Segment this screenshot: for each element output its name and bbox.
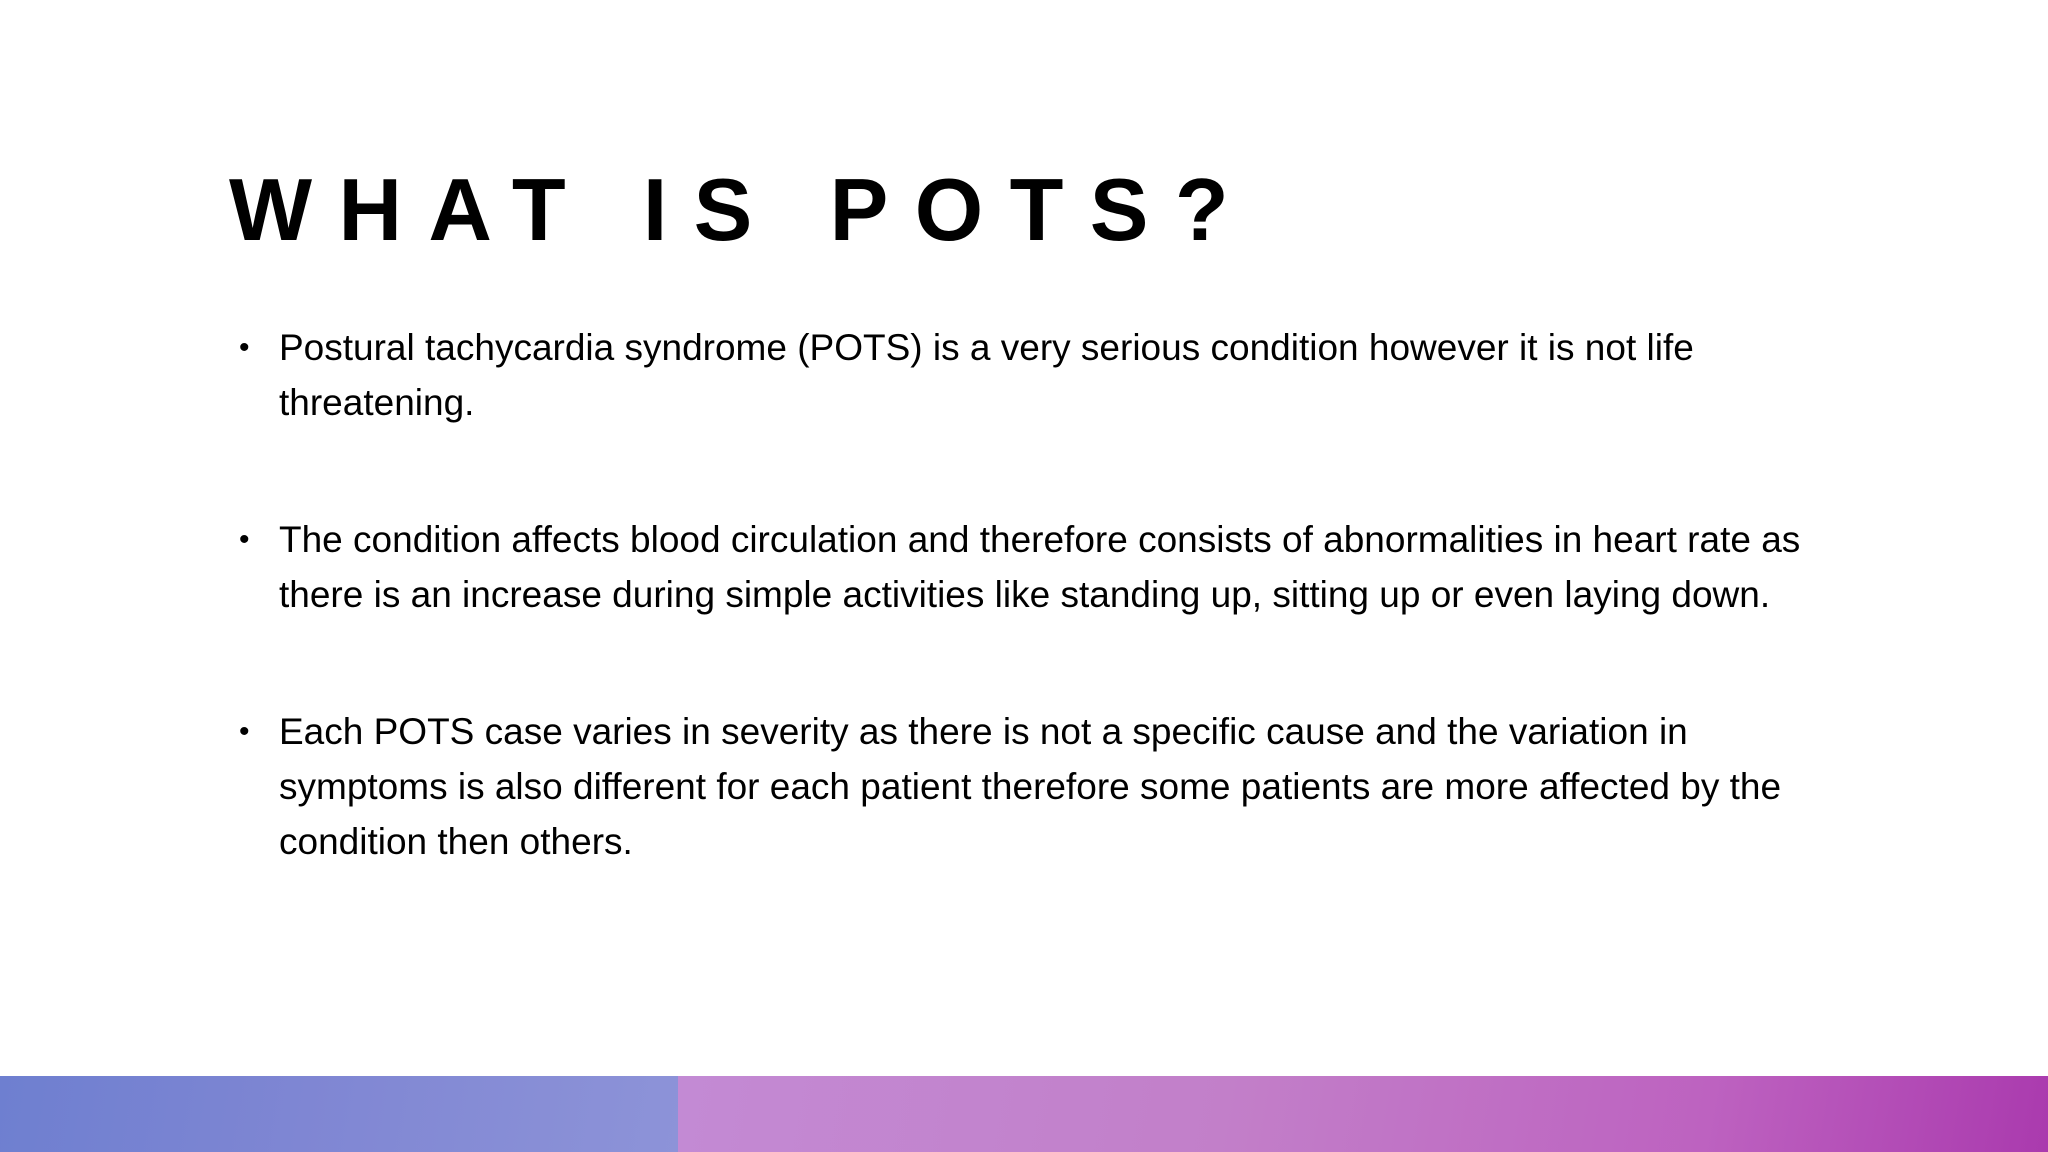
- footer-gradient-band: [0, 1076, 2048, 1152]
- bullet-icon: •: [239, 523, 250, 556]
- bullet-list: [239, 320, 1839, 951]
- bullet-item: [239, 512, 1839, 622]
- bullet-text: Postural tachycardia syndrome (POTS) is a very serious condition however it is not life threatening.: [279, 327, 1694, 423]
- bullet-item: [239, 320, 1839, 430]
- bullet-item: [239, 704, 1839, 869]
- footer-band-left: [0, 1076, 678, 1152]
- slide-title: WHAT IS POTS?: [229, 160, 1255, 259]
- bullet-icon: •: [239, 331, 250, 364]
- bullet-icon: •: [239, 715, 250, 748]
- footer-band-right: [678, 1076, 2048, 1152]
- bullet-text: Each POTS case varies in severity as there is not a specific cause and the variation in symptoms is also different for each patient therefore some patients are more affected by the condition then others.: [279, 711, 1782, 862]
- bullet-text: The condition affects blood circulation and therefore consists of abnormalities in heart rate as there is an increase during simple activities like standing up, sitting up or even laying down.: [279, 519, 1801, 615]
